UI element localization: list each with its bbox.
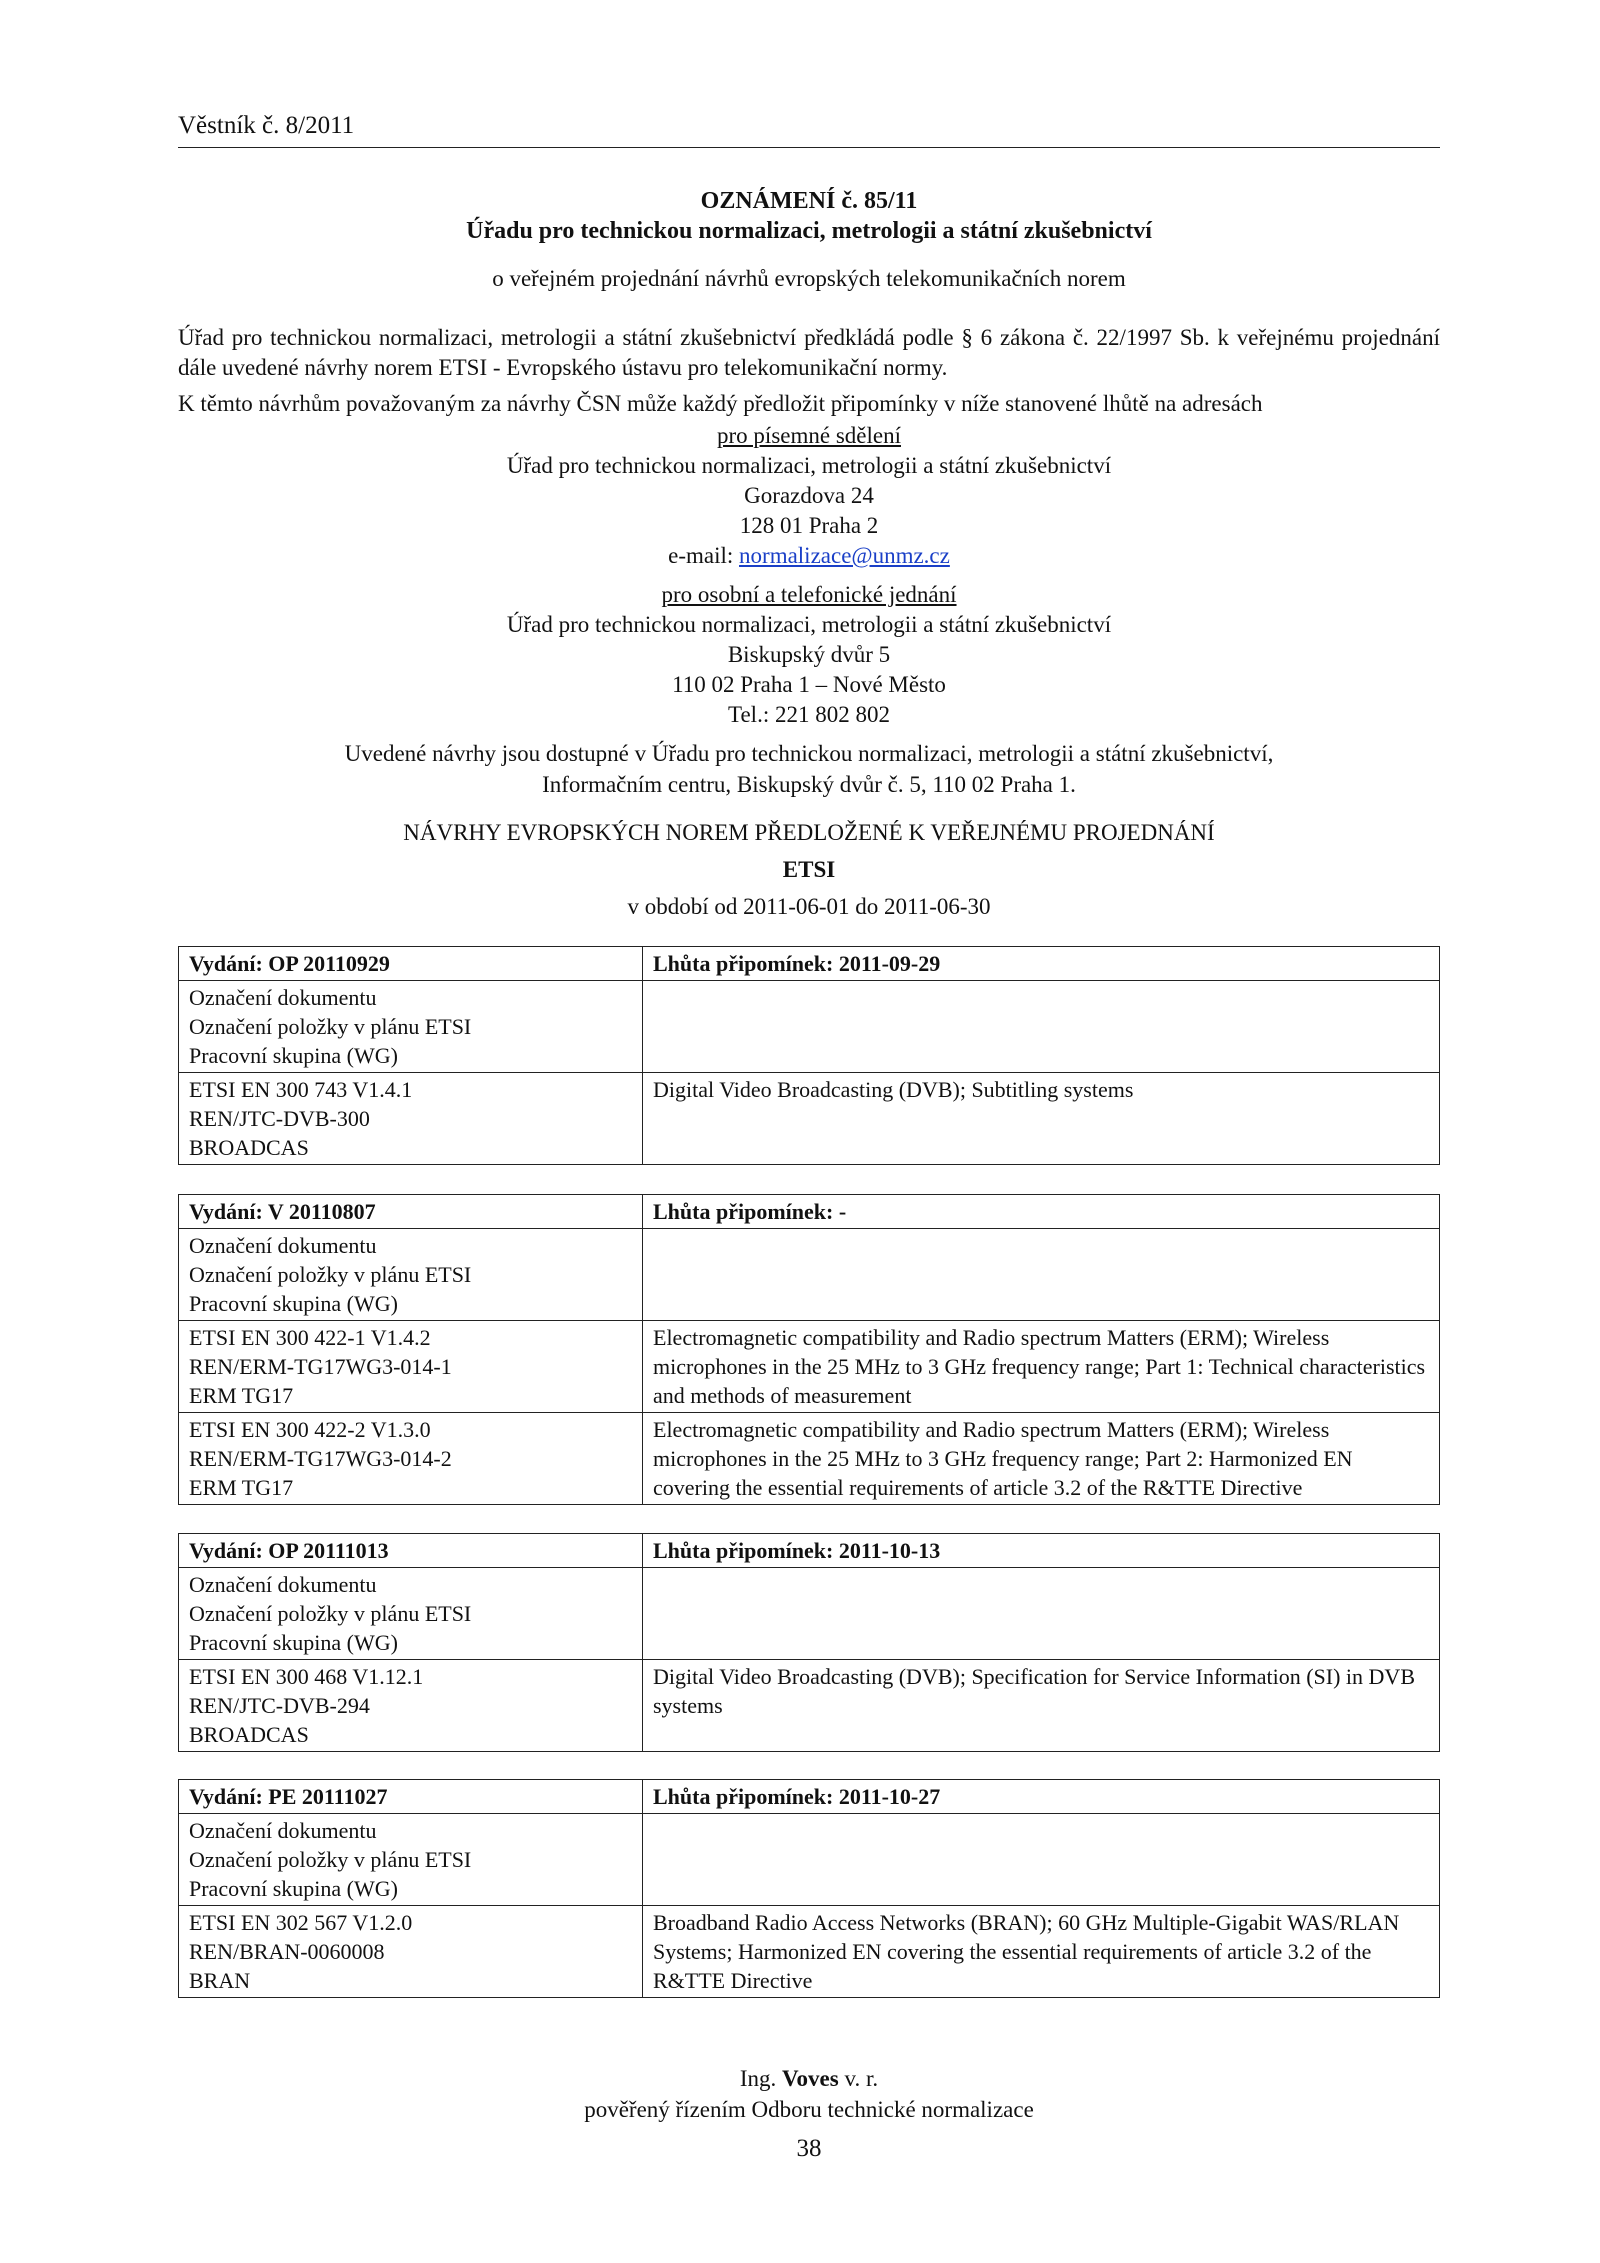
edition-table — [178, 946, 1440, 1165]
document-ids: ETSI EN 300 422-1 V1.4.2 REN/ERM-TG17WG3-014-1 ERM TG17 — [179, 1321, 643, 1413]
column-legend: Označení dokumentu Označení položky v plánu ETSI Pracovní skupina (WG) — [179, 1229, 643, 1321]
document-title: Digital Video Broadcasting (DVB); Specification for Service Information (SI) in DVB systems — [643, 1660, 1440, 1752]
page-number: 38 — [796, 2135, 822, 2162]
deadline-label: Lhůta připomínek: 2011-09-29 — [643, 947, 1440, 981]
edition-table — [178, 1194, 1440, 1505]
journal-header: Věstník č. 8/2011 — [178, 112, 355, 139]
address-personal-org: Úřad pro technickou normalizaci, metrologii a státní zkušebnictví — [506, 612, 1112, 637]
address-written-email — [178, 541, 1440, 571]
address-personal-street: Biskupský dvůr 5 — [727, 642, 891, 667]
address-written-org: Úřad pro technickou normalizaci, metrologii a státní zkušebnictví — [506, 453, 1112, 478]
notice-title: OZNÁMENÍ č. 85/11 — [700, 188, 918, 214]
address-personal — [178, 580, 1440, 730]
availability-note — [178, 738, 1440, 800]
document-title: Electromagnetic compatibility and Radio spectrum Matters (ERM); Wireless microphones in the 25 MHz to 3 GHz frequency range; Part 1: Technical characteristics and methods of measurement — [643, 1321, 1440, 1413]
signature-suffix: v. r. — [838, 2066, 879, 2091]
edition-label: Vydání: OP 20111013 — [179, 1534, 643, 1568]
signature-role: pověřený řízením Odboru technické normalizace — [584, 2097, 1034, 2122]
address-personal-city: 110 02 Praha 1 – Nové Město — [672, 672, 946, 697]
column-legend: Označení dokumentu Označení položky v plánu ETSI Pracovní skupina (WG) — [179, 1814, 643, 1906]
document-title: Electromagnetic compatibility and Radio spectrum Matters (ERM); Wireless microphones in the 25 MHz to 3 GHz frequency range; Part 2: Harmonized EN covering the essential requirements of article 3.2 of the R&TTE Directive — [643, 1413, 1440, 1505]
document-ids: ETSI EN 300 743 V1.4.1 REN/JTC-DVB-300 BROADCAS — [179, 1073, 643, 1165]
deadline-label: Lhůta připomínek: 2011-10-27 — [643, 1780, 1440, 1814]
legend-blank — [643, 1568, 1440, 1660]
document-ids: ETSI EN 300 468 V1.12.1 REN/JTC-DVB-294 BROADCAS — [179, 1660, 643, 1752]
document-title: Digital Video Broadcasting (DVB); Subtitling systems — [643, 1073, 1440, 1165]
availability-line-1: Uvedené návrhy jsou dostupné v Úřadu pro technickou normalizaci, metrologii a státní zkušebnictví, — [344, 741, 1274, 766]
document-ids: ETSI EN 302 567 V1.2.0 REN/BRAN-0060008 BRAN — [179, 1906, 643, 1998]
signature-prefix: Ing. — [739, 2066, 783, 2091]
address-personal-phone: Tel.: 221 802 802 — [728, 702, 890, 727]
document-title: Broadband Radio Access Networks (BRAN); 60 GHz Multiple-Gigabit WAS/RLAN Systems; Harmonized EN covering the essential requirements of article 3.2 of the R&TTE Directive — [643, 1906, 1440, 1998]
intro-paragraph — [178, 323, 1440, 383]
intro-line-1: Úřad pro technickou normalizaci, metrologii a státní zkušebnictví předkládá podle § 6 zákona č. 22/1997 Sb. k veřejnému projednání — [178, 325, 1440, 350]
notice-subject: o veřejném projednání návrhů evropských telekomunikačních norem — [492, 266, 1126, 291]
signature-block — [178, 2063, 1440, 2125]
address-written-heading: pro písemné sdělení — [717, 423, 901, 448]
edition-table — [178, 1779, 1440, 1998]
address-personal-heading: pro osobní a telefonické jednání — [661, 582, 957, 607]
edition-label: Vydání: PE 20111027 — [179, 1780, 643, 1814]
edition-label: Vydání: OP 20110929 — [179, 947, 643, 981]
document-ids: ETSI EN 300 422-2 V1.3.0 REN/ERM-TG17WG3-014-2 ERM TG17 — [179, 1413, 643, 1505]
signature-line — [178, 2063, 1440, 2094]
legend-blank — [643, 1814, 1440, 1906]
deadline-label: Lhůta připomínek: 2011-10-13 — [643, 1534, 1440, 1568]
header-rule — [178, 147, 1440, 148]
section-heading: NÁVRHY EVROPSKÝCH NOREM PŘEDLOŽENÉ K VEŘEJNÉMU PROJEDNÁNÍ — [403, 820, 1215, 845]
column-legend: Označení dokumentu Označení položky v plánu ETSI Pracovní skupina (WG) — [179, 1568, 643, 1660]
address-written — [178, 421, 1440, 571]
availability-line-2: Informačním centru, Biskupský dvůr č. 5, 110 02 Praha 1. — [542, 772, 1076, 797]
address-written-street: Gorazdova 24 — [744, 483, 874, 508]
address-written-city: 128 01 Praha 2 — [739, 513, 879, 538]
signature-name: Voves — [782, 2066, 839, 2091]
intro-line-3: K těmto návrhům považovaným za návrhy ČSN může každý předložit připomínky v níže stanovené lhůtě na adresách — [178, 391, 1263, 416]
legend-blank — [643, 981, 1440, 1073]
deadline-label: Lhůta připomínek: - — [643, 1195, 1440, 1229]
section-period: v období od 2011-06-01 do 2011-06-30 — [627, 894, 991, 919]
email-label: e-mail: — [668, 543, 740, 568]
notice-authority: Úřadu pro technickou normalizaci, metrologii a státní zkušebnictví — [466, 218, 1152, 244]
column-legend: Označení dokumentu Označení položky v plánu ETSI Pracovní skupina (WG) — [179, 981, 643, 1073]
section-org: ETSI — [782, 857, 836, 882]
edition-table — [178, 1533, 1440, 1752]
email-link[interactable]: normalizace@unmz.cz — [739, 543, 950, 568]
edition-label: Vydání: V 20110807 — [179, 1195, 643, 1229]
intro-line-2: dále uvedené návrhy norem ETSI - Evropského ústavu pro telekomunikační normy. — [178, 355, 948, 380]
legend-blank — [643, 1229, 1440, 1321]
notice-title-block — [178, 186, 1440, 246]
